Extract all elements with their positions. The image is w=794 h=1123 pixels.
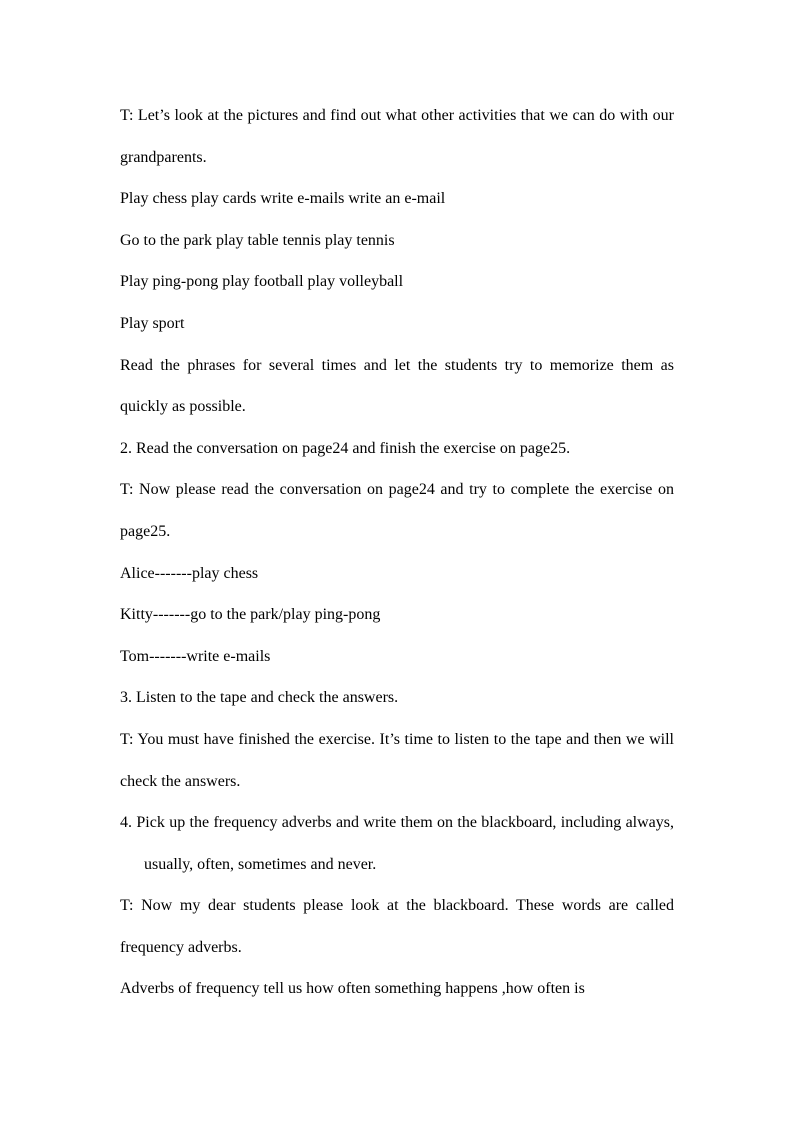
paragraph-blackboard: T: Now my dear students please look at the blackboard. These words are called frequency adverbs.: [120, 897, 674, 956]
phrase-line-4: Play sport: [120, 314, 185, 332]
step-4: 4. Pick up the frequency adverbs and write them on the blackboard, including always, usually, often, sometimes and never.: [120, 814, 674, 873]
paragraph-adverbs: Adverbs of frequency tell us how often something happens ,how often is: [120, 980, 585, 998]
phrase-line-3: Play ping-pong play football play volleyball: [120, 273, 404, 291]
paragraph-tape: T: You must have finished the exercise. It’s time to listen to the tape and then we will check the answers.: [120, 730, 674, 790]
answer-alice: Alice-------play chess: [120, 564, 259, 582]
document-page: [120, 95, 674, 1010]
paragraph-conversation: T: Now please read the conversation on page24 and try to complete the exercise on page25.: [120, 481, 674, 540]
step-2: 2. Read the conversation on page24 and finish the exercise on page25.: [120, 439, 571, 457]
paragraph-memorize: Read the phrases for several times and let the students try to memorize them as quickly as possible.: [120, 356, 674, 416]
answer-tom: Tom-------write e-mails: [120, 647, 271, 665]
step-3: 3. Listen to the tape and check the answers.: [120, 689, 399, 707]
phrase-line-1: Play chess play cards write e-mails write an e-mail: [120, 190, 446, 208]
phrase-line-2: Go to the park play table tennis play tennis: [120, 231, 395, 249]
answer-kitty: Kitty-------go to the park/play ping-pong: [120, 606, 381, 624]
paragraph-intro: T: Let’s look at the pictures and find out what other activities that we can do with our grandparents.: [120, 107, 674, 166]
